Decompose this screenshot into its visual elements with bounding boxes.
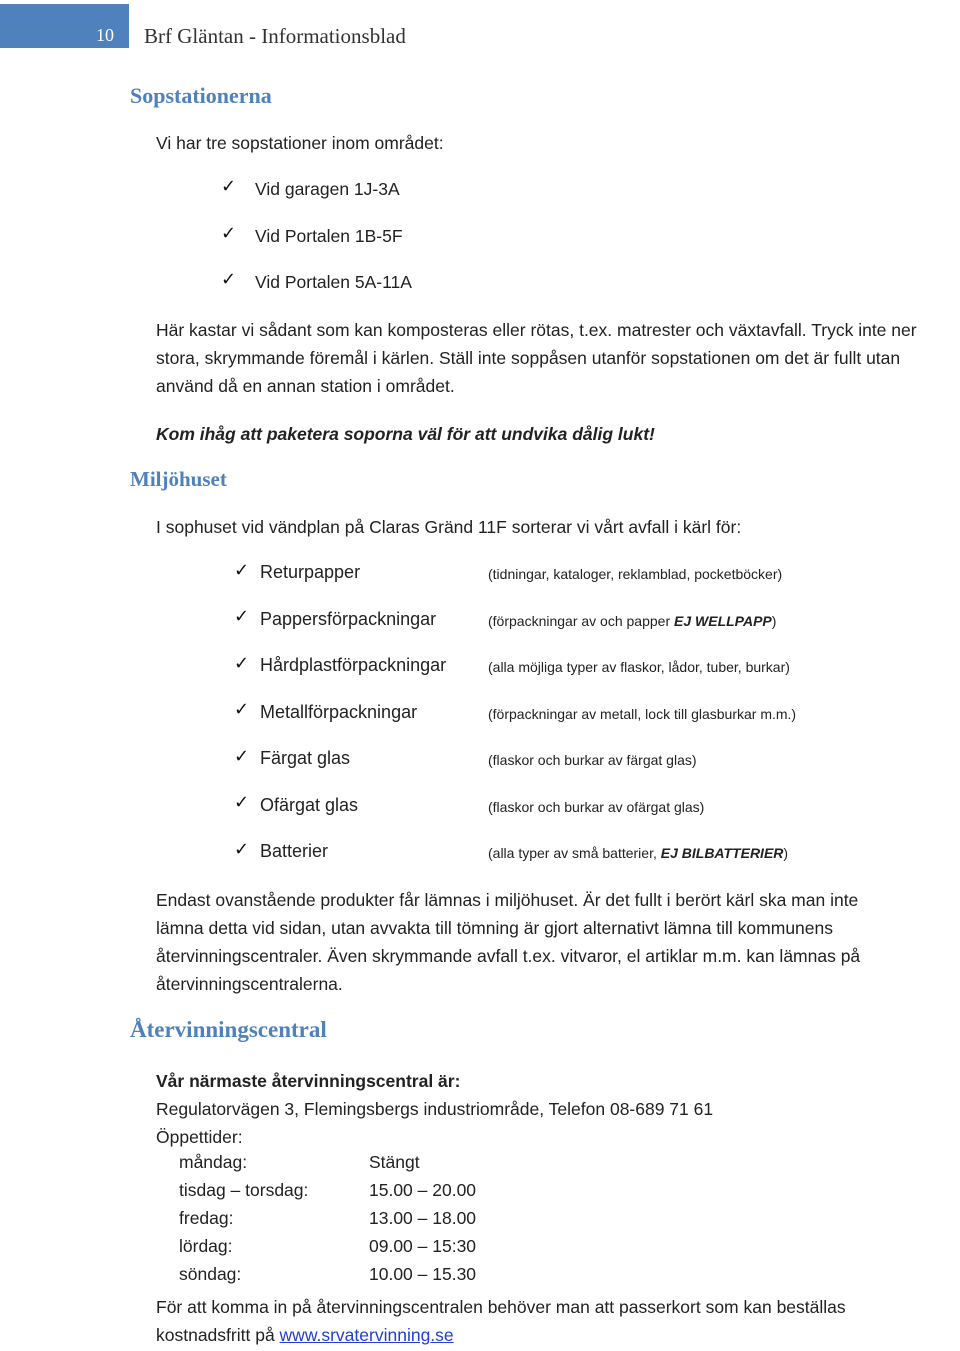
desc-text: (alla typer av små batterier, — [488, 845, 661, 861]
heading-sopstationerna: Sopstationerna — [130, 83, 272, 108]
recycle-category: Metallförpackningar — [260, 702, 418, 722]
check-icon: ✓ — [234, 699, 250, 720]
recycle-description: (tidningar, kataloger, reklamblad, pocketböcker) — [488, 566, 783, 582]
hours-day: söndag: — [179, 1264, 242, 1284]
recycle-description: (alla möjliga typer av flaskor, lådor, tuber, burkar) — [488, 659, 790, 675]
atervinning-subheading: Vår närmaste återvinningscentral är: — [156, 1071, 461, 1091]
opening-hours-label: Öppettider: — [156, 1127, 243, 1147]
desc-text: (förpackningar av och papper — [488, 613, 674, 629]
recycle-description — [488, 845, 788, 861]
hours-day: fredag: — [179, 1208, 234, 1228]
passerkort-text-line2 — [156, 1321, 454, 1349]
sopstationer-intro: Vi har tre sopstationer inom området: — [156, 133, 444, 153]
check-icon: ✓ — [234, 839, 250, 860]
miljohuset-paragraph-line: återvinningscentraler. Även skrymmande avfall t.ex. vitvaror, el artiklar m.m. kan lämnas på — [156, 946, 861, 966]
check-icon: ✓ — [234, 792, 250, 813]
hours-time: 10.00 – 15.30 — [369, 1264, 477, 1284]
hours-day: tisdag – torsdag: — [179, 1180, 309, 1200]
page-number: 10 — [96, 25, 114, 45]
check-icon: ✓ — [221, 269, 237, 290]
sopstationer-paragraph-line: använd då en annan station i området. — [156, 376, 455, 396]
check-icon: ✓ — [221, 223, 237, 244]
atervinning-address: Regulatorvägen 3, Flemingsbergs industriområde, Telefon 08-689 71 61 — [156, 1099, 714, 1119]
recycle-category: Hårdplastförpackningar — [260, 655, 447, 675]
hours-time: Stängt — [369, 1152, 420, 1172]
miljohuset-paragraph-line: lämna detta vid sidan, utan avvakta till tömning är gjort alternativt lämna till kommunens — [156, 918, 833, 938]
desc-emphasis: EJ BILBATTERIER — [660, 845, 784, 861]
recycle-category: Returpapper — [260, 562, 361, 582]
miljohuset-paragraph-line: återvinningscentralerna. — [156, 974, 343, 994]
station-item: Vid Portalen 1B-5F — [255, 226, 403, 246]
document-title: Brf Gläntan - Informationsblad — [144, 24, 406, 48]
check-icon: ✓ — [234, 653, 250, 674]
recycle-description: (flaskor och burkar av färgat glas) — [488, 752, 697, 768]
hours-day: måndag: — [179, 1152, 248, 1172]
check-icon: ✓ — [234, 560, 250, 581]
desc-text: ) — [783, 845, 789, 861]
check-icon: ✓ — [234, 746, 250, 767]
check-icon: ✓ — [234, 606, 250, 627]
recycle-description — [488, 613, 776, 629]
sopstationer-paragraph-line: stora, skrymmande föremål i kärlen. Ställ inte soppåsen utanför sopstationen om det är fullt utan — [156, 348, 901, 368]
desc-text: ) — [771, 613, 777, 629]
recycle-category: Färgat glas — [260, 748, 351, 768]
page-number-box — [0, 4, 129, 48]
passerkort-text: För att komma in på återvinningscentralen behöver man att passerkort som kan beställas — [156, 1297, 846, 1317]
hours-time: 15.00 – 20.00 — [369, 1180, 477, 1200]
recycle-category: Batterier — [260, 841, 329, 861]
recycle-description: (förpackningar av metall, lock till glasburkar m.m.) — [488, 706, 797, 722]
passerkort-text-prefix: kostnadsfritt på — [156, 1325, 280, 1345]
recycle-category: Ofärgat glas — [260, 795, 359, 815]
station-item: Vid garagen 1J-3A — [255, 179, 400, 199]
recycle-category: Pappersförpackningar — [260, 609, 437, 629]
desc-emphasis: EJ WELLPAPP — [674, 613, 772, 629]
heading-miljohuset: Miljöhuset — [130, 467, 227, 491]
srvatervinning-link[interactable]: www.srvatervinning.se — [279, 1325, 454, 1345]
station-item: Vid Portalen 5A-11A — [255, 272, 412, 292]
recycle-description: (flaskor och burkar av ofärgat glas) — [488, 799, 705, 815]
sopstationer-paragraph-line: Här kastar vi sådant som kan komposteras eller rötas, t.ex. matrester och växtavfall. Tryck inte ner — [156, 320, 917, 340]
reminder-text: Kom ihåg att paketera soporna väl för att undvika dålig lukt! — [156, 424, 655, 444]
hours-time: 09.00 – 15:30 — [369, 1236, 477, 1256]
hours-day: lördag: — [179, 1236, 233, 1256]
check-icon: ✓ — [221, 176, 237, 197]
miljohuset-intro: I sophuset vid vändplan på Claras Gränd 11F sorterar vi vårt avfall i kärl för: — [156, 517, 742, 537]
heading-atervinningscentral: Återvinningscentral — [130, 1017, 327, 1042]
hours-time: 13.00 – 18.00 — [369, 1208, 477, 1228]
miljohuset-paragraph-line: Endast ovanstående produkter får lämnas i miljöhuset. Är det fullt i berört kärl ska man inte — [156, 890, 859, 910]
